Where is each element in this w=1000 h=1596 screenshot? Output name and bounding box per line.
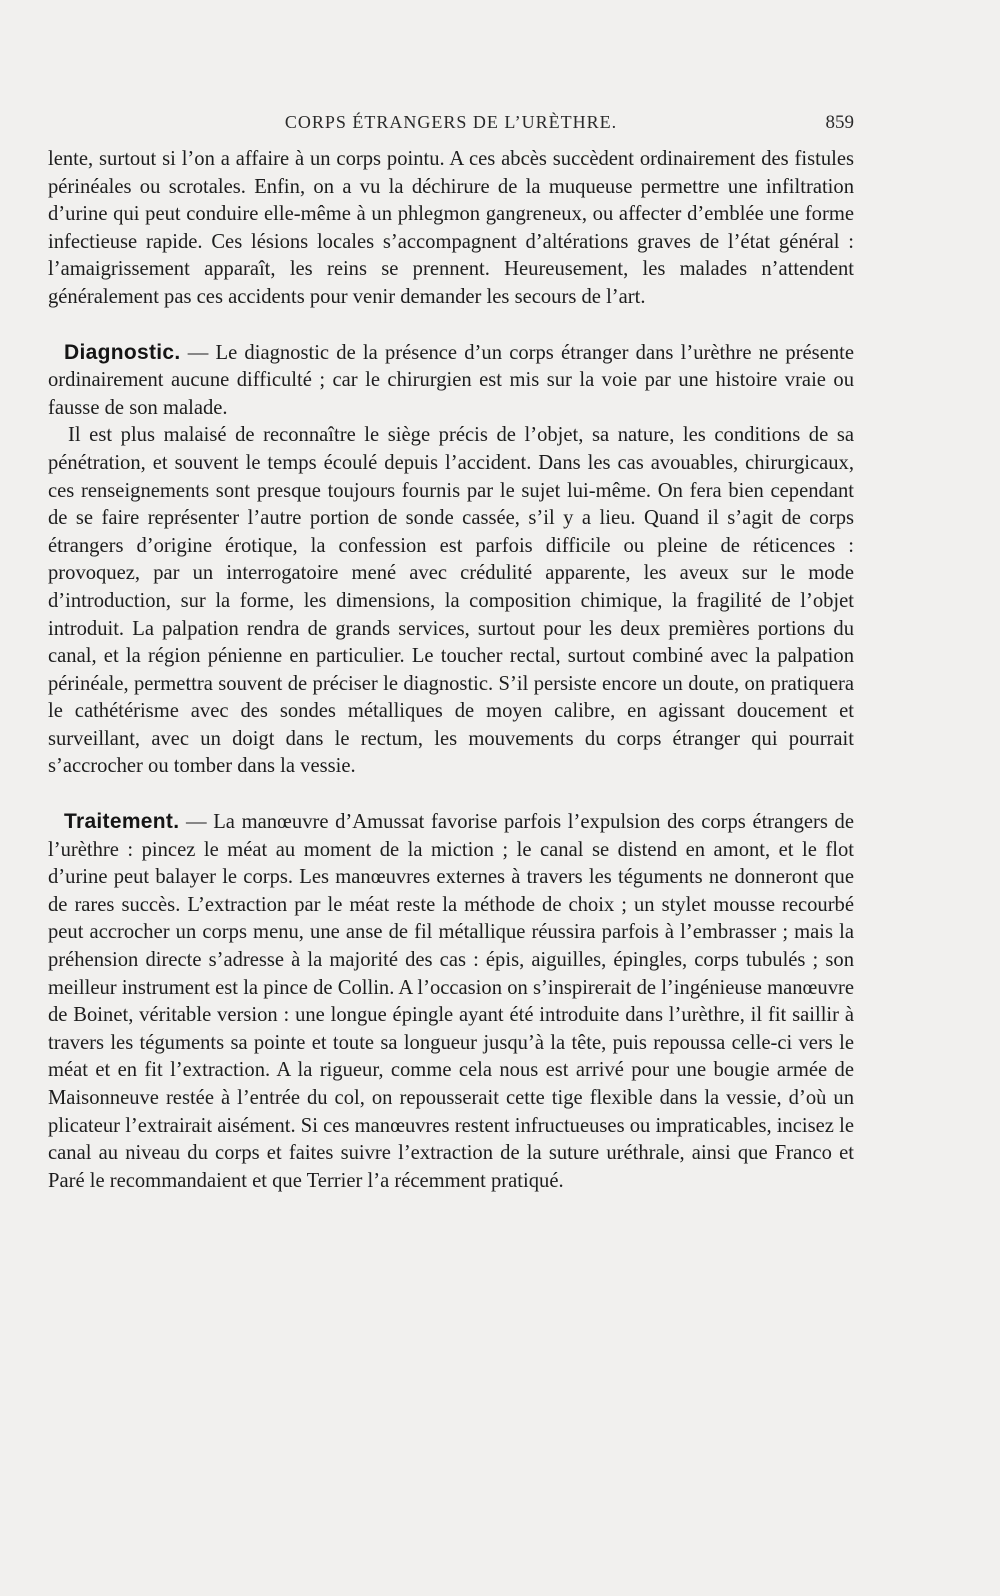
diagnostic-heading: Diagnostic. [64, 340, 181, 364]
body-text [48, 146, 854, 1195]
traitement-text: — La manœuvre d’Amussat favorise parfois l’expulsion des corps étrangers de l’urèthre : pincez le méat au moment de la miction ; le canal se distend en amont, et le flot d’urine peut balayer le corps. Les manœuvres externes à travers les téguments ne donneront que de rares succès. L’extraction par le méat reste la méthode de choix ; un stylet mousse recourbé peut accrocher un corps menu, une anse de fil métallique réussira parfois à l’embrasser ; mais la préhension directe s’adresse à la majorité des cas : épis, aiguilles, épingles, corps tubulés ; son meilleur instrument est la pince de Collin. A l’occasion on s’inspirerait de l’ingénieuse manœuvre de Boinet, véritable version : une longue épingle ayant été introduite dans l’urèthre, il fit saillir à travers les téguments sa pointe et toute sa longueur jusqu’à la tête, puis repoussa celle-ci vers le méat et en fit l’extraction. A la rigueur, comme cela nous est arrivé pour une bougie armée de Maisonneuve restée à l’entrée du col, on repousserait cette tige flexible dans la vessie, d’où un plicateur l’extrairait aisément. Si ces manœuvres restent infructueuses ou impraticables, incisez le canal au niveau du corps et faites suivre l’extraction de la suture uréthrale, ainsi que Franco et Paré le recommandaient et que Terrier l’a récemment pratiqué. [48, 811, 854, 1192]
running-title: CORPS ÉTRANGERS DE L’URÈTHRE. [284, 112, 618, 132]
section-spacer [48, 312, 854, 339]
traitement-paragraph [48, 808, 854, 1195]
traitement-heading: Traitement. [64, 810, 180, 834]
page-number: 859 [825, 112, 854, 133]
diagnostic-details-paragraph: Il est plus malaisé de reconnaître le siège précis de l’objet, sa nature, les conditions de sa pénétration, et souvent le temps écoulé depuis l’accident. Dans les cas avouables, chirurgicaux, ces renseignements sont presque toujours fournis par le sujet lui-même. On fera bien cependant de se faire représenter l’autre portion de sonde cassée, s’il y a lieu. Quand il s’agit de corps étrangers d’origine érotique, la confession est parfois difficile ou pleine de réticences : provoquez, par un interrogatoire mené avec crédulité apparente, les aveux sur le mode d’introduction, sur la forme, les dimensions, la composition chimique, la fragilité de l’objet introduit. La palpation rendra de grands services, surtout pour les deux premières portions du canal, et la région pénienne en particulier. Le toucher rectal, surtout combiné avec la palpation périnéale, permettra souvent de préciser le diagnostic. S’il persiste encore un doute, on pratiquera le cathétérisme avec des sondes métalliques de moyen calibre, en agissant doucement et surveillant, avec un doigt dans le rectum, les mouvements du corps étranger qui pourrait s’accrocher ou tomber dans la vessie. [48, 424, 854, 778]
intro-paragraph: lente, surtout si l’on a affaire à un corps pointu. A ces abcès succèdent ordinairement des fistules périnéales ou scrotales. Enfin, on a vu la déchirure de la muqueuse permettre une infiltration d’urine qui peut conduire elle-même à un phlegmon gangreneux, ou affecter d’emblée une forme infectieuse rapide. Ces lésions locales s’accompagnent d’altérations graves de l’état général : l’amaigrissement apparaît, les reins se prennent. Heureusement, les malades n’attendent généralement pas ces accidents pour venir demander les secours de l’art. [48, 148, 854, 308]
diagnostic-paragraph [48, 339, 854, 423]
running-header [48, 112, 854, 142]
diagnostic-text: — Le diagnostic de la présence d’un corps étranger dans l’urèthre ne présente ordinairement aucune difficulté ; car le chirurgien est mis sur la voie par une histoire vraie ou fausse de son malade. [48, 341, 854, 419]
section-spacer [48, 781, 854, 808]
